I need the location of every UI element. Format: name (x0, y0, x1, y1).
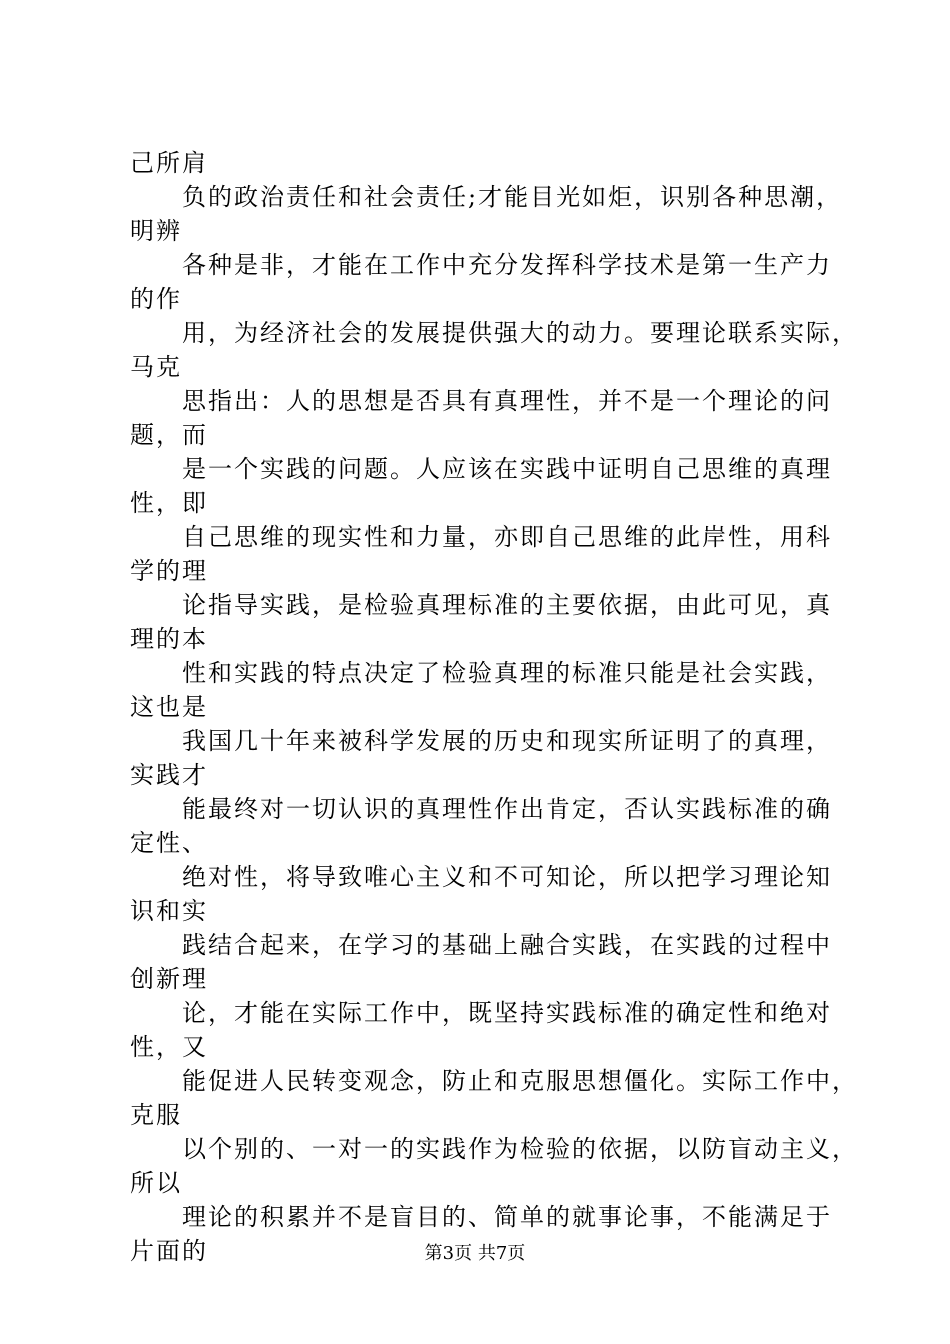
text-line: 能最终对一切认识的真理性作出肯定，否认实践标准的确 (182, 795, 832, 823)
text-line: 己所肩 (130, 149, 208, 177)
text-line: 是一个实践的问题。人应该在实践中证明自己思维的真理 (182, 455, 832, 483)
text-line: 的作 (130, 285, 182, 313)
text-line: 实践才 (130, 761, 208, 789)
text-line: 践结合起来，在学习的基础上融合实践，在实践的过程中 (182, 931, 832, 959)
text-line: 理的本 (130, 625, 208, 653)
text-line: 性，又 (130, 1033, 208, 1061)
text-line: 以个别的、一对一的实践作为检验的依据，以防盲动主义， (182, 1135, 858, 1163)
text-line: 克服 (130, 1101, 182, 1129)
text-line: 创新理 (130, 965, 208, 993)
text-line: 思指出：人的思想是否具有真理性，并不是一个理论的问 (182, 387, 832, 415)
text-line: 性，即 (130, 489, 208, 517)
text-line: 论，才能在实际工作中，既坚持实践标准的确定性和绝对 (182, 999, 832, 1027)
text-line: 识和实 (130, 897, 208, 925)
text-line: 片面的 (130, 1237, 208, 1265)
text-line: 所以 (130, 1169, 182, 1197)
text-line: 明辨 (130, 217, 182, 245)
text-line: 绝对性，将导致唯心主义和不可知论，所以把学习理论知 (182, 863, 832, 891)
body-text (130, 146, 858, 1268)
text-line: 能促进人民转变观念，防止和克服思想僵化。实际工作中， (182, 1067, 858, 1095)
text-line: 马克 (130, 353, 182, 381)
text-line: 性和实践的特点决定了检验真理的标准只能是社会实践， (182, 659, 832, 687)
text-line: 各种是非，才能在工作中充分发挥科学技术是第一生产力 (182, 251, 832, 279)
text-line: 理论的积累并不是盲目的、简单的就事论事，不能满足于 (182, 1203, 832, 1231)
text-line: 题，而 (130, 421, 208, 449)
text-line: 论指导实践，是检验真理标准的主要依据，由此可见，真 (182, 591, 832, 619)
text-line: 用，为经济社会的发展提供强大的动力。要理论联系实际， (182, 319, 858, 347)
text-line: 学的理 (130, 557, 208, 585)
text-line: 这也是 (130, 693, 208, 721)
text-line: 自己思维的现实性和力量，亦即自己思维的此岸性，用科 (182, 523, 832, 551)
text-line: 负的政治责任和社会责任;才能目光如炬，识别各种思潮， (182, 183, 843, 211)
page-footer: 第3页 共7页 (424, 1243, 526, 1264)
text-line: 我国几十年来被科学发展的历史和现实所证明了的真理， (182, 727, 832, 755)
text-line: 定性、 (130, 829, 208, 857)
